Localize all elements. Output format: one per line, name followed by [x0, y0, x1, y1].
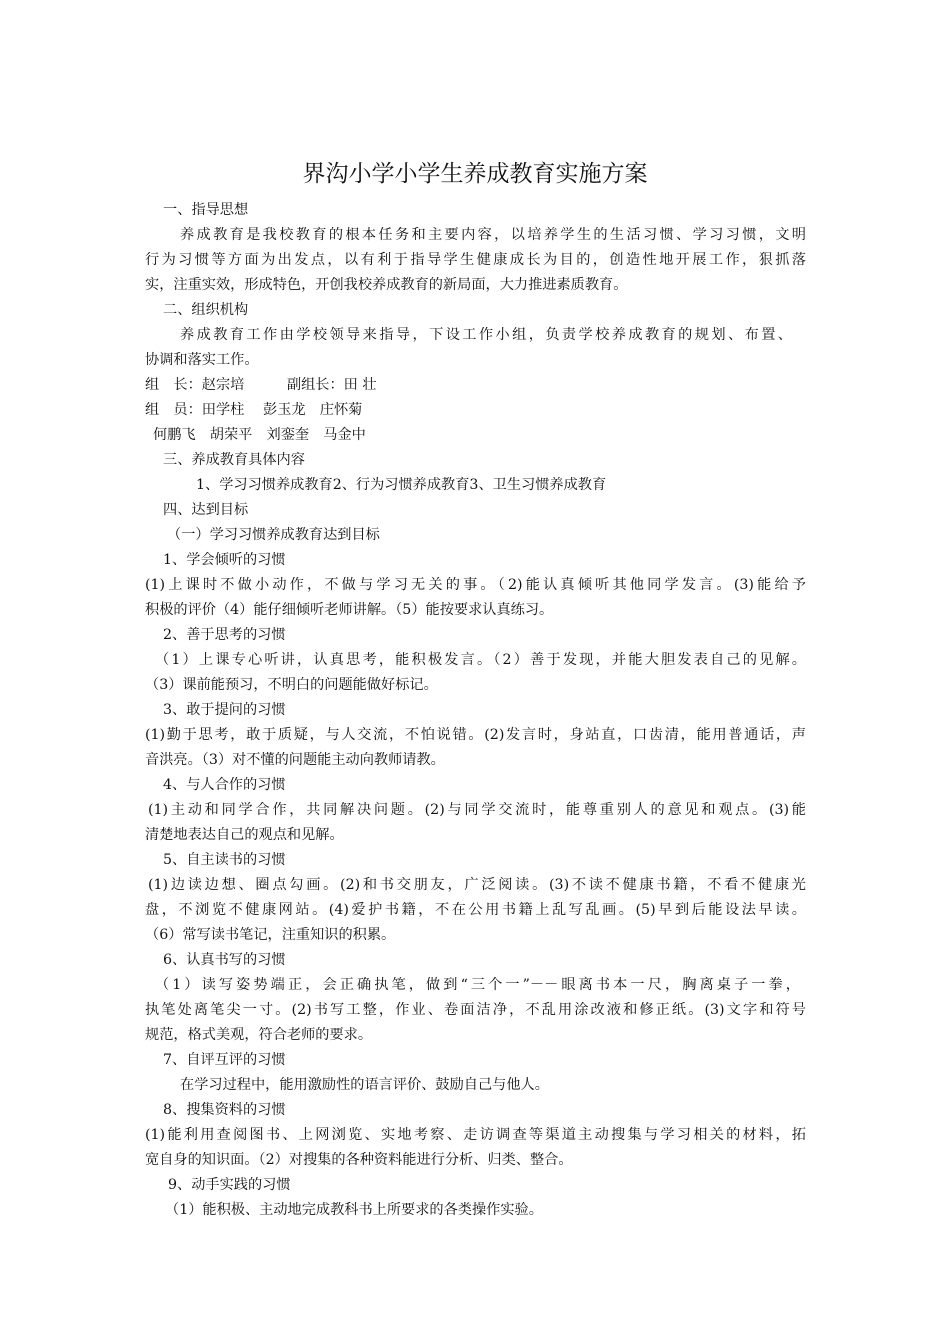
body-line: (1)能利用查阅图书、上网浏览、实地考察、走访调查等渠道主动搜集与学习相关的材料，拓: [145, 1127, 806, 1143]
body-line: 8、搜集资料的习惯: [163, 1102, 286, 1118]
body-line: 5、自主读书的习惯: [163, 852, 286, 868]
body-line: 二、组织机构: [163, 302, 249, 318]
body-line: 音洪亮。（3）对不懂的问题能主动向教师请教。: [145, 752, 445, 768]
body-line: （1）读写姿势端正，会正确执笔，做到“三个一”－－眼离书本一尺，胸离桌子一拳，: [155, 977, 800, 993]
body-line: (1)主动和同学合作，共同解决问题。(2)与同学交流时，能尊重别人的意见和观点。(3)能: [148, 802, 806, 818]
body-line: 规范，格式美观，符合老师的要求。: [145, 1027, 373, 1043]
body-line: 三、养成教育具体内容: [163, 452, 305, 468]
body-line: 组 员：田学柱 彭玉龙 庄怀菊: [145, 402, 363, 418]
body-line: 6、认真书写的习惯: [163, 952, 286, 968]
body-line: 组 长：赵宗培 副组长：田 壮: [145, 377, 377, 393]
body-line: (1)上课时不做小动作，不做与学习无关的事。（2)能认真倾听其他同学发言。(3)能给予: [145, 577, 806, 593]
body-line: 养成教育工作由学校领导来指导，下设工作小组，负责学校养成教育的规划、布置、: [180, 327, 792, 343]
body-line: 宽自身的知识面。（2）对搜集的各种资料能进行分析、归类、整合。: [145, 1152, 573, 1168]
body-line: 1、学习习惯养成教育2、行为习惯养成教育3、卫生习惯养成教育: [196, 477, 607, 493]
body-line: （1）能积极、主动地完成教科书上所要求的各类操作实验。: [165, 1202, 543, 1218]
body-line: 行为习惯等方面为出发点，以有利于指导学生健康成长为目的，创造性地开展工作，狠抓落: [145, 252, 806, 268]
body-line: 7、自评互评的习惯: [163, 1052, 286, 1068]
body-line: 在学习过程中，能用激励性的语言评价、鼓励自己与他人。: [180, 1077, 549, 1093]
body-line: 何鹏飞 胡荣平 刘銮奎 马金中: [153, 427, 366, 443]
body-line: 1、学会倾听的习惯: [163, 552, 286, 568]
body-line: （3）课前能预习，不明白的问题能做好标记。: [145, 677, 438, 693]
body-line: 养成教育是我校教育的根本任务和主要内容，以培养学生的生活习惯、学习习惯，文明: [180, 227, 806, 243]
document-title: 界沟小学小学生养成教育实施方案: [302, 161, 648, 187]
body-line: 盘，不浏览不健康网站。(4)爱护书籍，不在公用书籍上乱写乱画。(5)早到后能设法早读。: [145, 902, 806, 918]
body-line: (1)勤于思考，敢于质疑，与人交流，不怕说错。(2)发言时，身站直，口齿清，能用普通话，声: [145, 727, 806, 743]
body-line: 9、动手实践的习惯: [168, 1177, 291, 1193]
body-line: 4、与人合作的习惯: [163, 777, 286, 793]
body-line: 执笔处离笔尖一寸。(2)书写工整，作业、卷面洁净，不乱用涂改液和修正纸。(3)文字和符号: [145, 1002, 806, 1018]
body-line: 实，注重实效，形成特色，开创我校养成教育的新局面，大力推进素质教育。: [145, 277, 628, 293]
body-line: 清楚地表达自己的观点和见解。: [145, 827, 344, 843]
body-line: （6）常写读书笔记，注重知识的积累。: [145, 927, 396, 943]
body-line: 3、敢于提问的习惯: [163, 702, 286, 718]
body-line: 协调和落实工作。: [145, 352, 259, 368]
body-line: （1）上课专心听讲，认真思考，能积极发言。（2）善于发现，并能大胆发表自己的见解。: [155, 652, 806, 668]
body-line: (1)边读边想、圈点勾画。(2)和书交朋友，广泛阅读。(3)不读不健康书籍，不看不健康光: [148, 877, 806, 893]
body-line: 一、指导思想: [163, 202, 249, 218]
body-line: （一）学习习惯养成教育达到目标: [167, 527, 380, 543]
body-line: 四、达到目标: [163, 502, 249, 518]
body-line: 积极的评价（4）能仔细倾听老师讲解。（5）能按要求认真练习。: [145, 602, 554, 618]
body-line: 2、善于思考的习惯: [163, 627, 286, 643]
